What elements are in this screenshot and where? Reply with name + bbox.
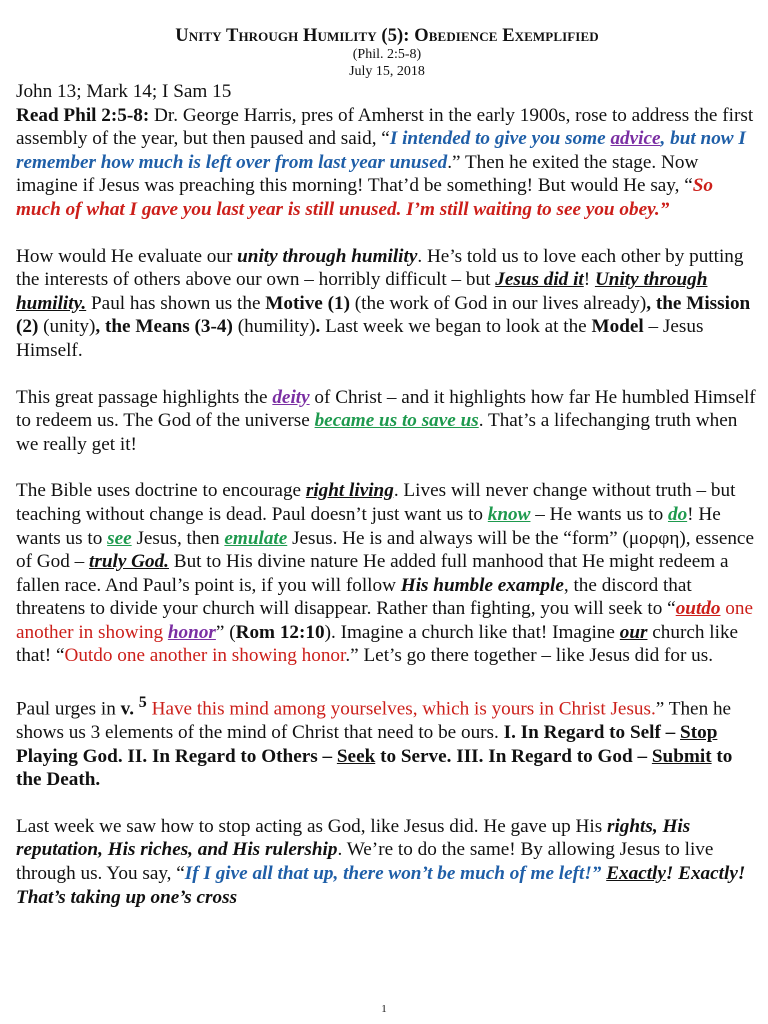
text-run: Stop (680, 722, 718, 744)
paragraph-gap (16, 222, 758, 245)
text-run: Model (591, 316, 644, 338)
text-run: to Serve. III. In Regard to God – (375, 745, 652, 767)
text-run: Motive (1) (265, 292, 350, 314)
text-run: . That’s a lifechanging truth when we really get it! (16, 410, 738, 455)
text-run: Rom 12:10 (235, 621, 325, 643)
scripture-reference: (Phil. 2:5-8) (352, 47, 422, 62)
paragraph-3 (16, 386, 758, 457)
sermon-body (16, 80, 758, 909)
text-run: – He wants us to (530, 503, 668, 525)
text-run: ! Exactly! That’s taking up one’s cross (16, 863, 746, 908)
text-run: Seek (336, 745, 376, 767)
page-title: Unity Through Humility (5): Obedience Exemplified (175, 26, 599, 46)
text-run: . (315, 316, 321, 338)
text-run: (unity) (38, 316, 96, 338)
paragraph-4 (16, 479, 758, 668)
text-run: This great passage highlights the (16, 386, 273, 408)
text-run: I intended to give you some (389, 128, 611, 150)
text-run: Dr. George Harris, pres of Amherst in the early 1900s, rose to address the first assembly of the year, but then paused and said, “ (16, 104, 754, 150)
text-run: Last week we saw how to stop acting as God, like Jesus did. He gave up His (16, 815, 607, 837)
text-run: honor (167, 621, 216, 643)
text-run: , the Means (3-4) (95, 316, 233, 338)
text-run: right living (305, 480, 394, 502)
text-run: ! He wants us to (16, 503, 721, 549)
text-run: , the discord that threatens to divide your church will disappear. Rather than fighting, you will seek to “ (16, 574, 692, 620)
text-run: 5 (138, 694, 147, 712)
text-run: I. In Regard to Self – (503, 722, 681, 744)
text-run: Read Phil 2:5-8: (16, 104, 150, 126)
text-run: , the Mission (2) (16, 292, 751, 338)
paragraph-2 (16, 245, 758, 363)
text-run: Playing God. II. In Regard to Others – (16, 745, 337, 767)
text-run: ” ( (215, 621, 236, 643)
text-run: If I give all that up, there won’t be much of me left!” (184, 863, 602, 885)
text-run: know (487, 503, 531, 525)
text-run: v. (120, 698, 139, 720)
text-run: see (107, 527, 132, 549)
text-run: John 13; Mark 14; I Sam 15 (16, 81, 232, 102)
text-run: . Lives will never change without truth – but teaching without change is dead. Paul doesn’t just want us to (16, 480, 736, 525)
page-number: 1 (381, 1003, 387, 1015)
paragraph-5 (16, 691, 758, 792)
paragraph-gap (16, 792, 758, 815)
paragraph-gap (16, 668, 758, 691)
text-run: How would He evaluate our (16, 245, 238, 267)
text-run: (the work of God in our lives already) (350, 292, 647, 314)
text-run: Unity through humility. (16, 269, 708, 314)
text-run: one another in showing (16, 598, 753, 643)
paragraph-gap (16, 456, 758, 479)
text-run: So much of what I gave you last year is still unused. I’m still waiting to see you obey.” (16, 175, 714, 220)
text-run: Jesus. He is and always will be the “form” (μορφη), essence of God – (16, 527, 754, 573)
text-run: Last week we began to look at the (320, 316, 592, 338)
text-run: became us to save us (314, 410, 479, 432)
text-run: Have this mind among yourselves, which is yours in Christ Jesus. (146, 698, 656, 720)
text-run: outdo (675, 598, 721, 620)
text-run: Submit (651, 745, 712, 767)
text-run: . We’re to do the same! By allowing Jesus to live through us. You say, “ (16, 839, 714, 885)
text-run: But to His divine nature He added full manhood that He might redeem a fallen race. And Paul’s point is, if you will follow (16, 551, 729, 596)
text-run: to the Death. (16, 745, 733, 791)
text-run: The Bible uses doctrine to encourage (16, 480, 306, 502)
text-run: rights, His reputation, His riches, and His rulership (16, 815, 691, 861)
text-run: Paul has shown us the (86, 292, 266, 314)
text-run: advice (610, 128, 661, 150)
text-run: , but now I remember how much is left over from last year unused (16, 128, 746, 173)
text-run: ” Then he shows us 3 elements of the mind of Christ that need to be ours. (16, 698, 732, 744)
text-run: .” Let’s go there together – like Jesus did for us. (345, 645, 714, 667)
text-run: Jesus, then (131, 527, 225, 549)
text-run: of Christ – and it highlights how far He humbled Himself to redeem us. The God of the universe (16, 386, 756, 432)
text-run: deity (272, 386, 310, 408)
text-run: church like that! “ (16, 621, 739, 667)
document-page (16, 26, 758, 909)
text-run: Exactly (606, 863, 666, 885)
text-run: unity through humility (237, 245, 418, 267)
text-run: (humility) (232, 316, 316, 338)
paragraph-1 (16, 80, 758, 222)
text-run: our (619, 621, 648, 643)
text-run: – Jesus Himself. (16, 316, 704, 361)
text-run: emulate (224, 527, 288, 549)
text-run: ! (583, 269, 595, 291)
text-run: do (667, 503, 688, 525)
text-run: truly God. (89, 551, 169, 573)
text-run: His humble example (400, 574, 564, 596)
text-run: . He’s told us to love each other by putting the interests of others above our own – horribly difficult – but (16, 245, 744, 291)
paragraph-6 (16, 815, 758, 909)
sermon-date: July 15, 2018 (349, 64, 425, 79)
text-run: Outdo one another in showing honor (64, 645, 346, 667)
text-run: .” Then he exited the stage. Now imagine if Jesus was preaching this morning! That’d be something! But would He say, “ (16, 151, 699, 197)
text-run: Jesus did it (495, 269, 584, 291)
text-run: ). Imagine a church like that! Imagine (324, 621, 620, 643)
text-run: Paul urges in (16, 698, 121, 720)
paragraph-gap (16, 363, 758, 386)
